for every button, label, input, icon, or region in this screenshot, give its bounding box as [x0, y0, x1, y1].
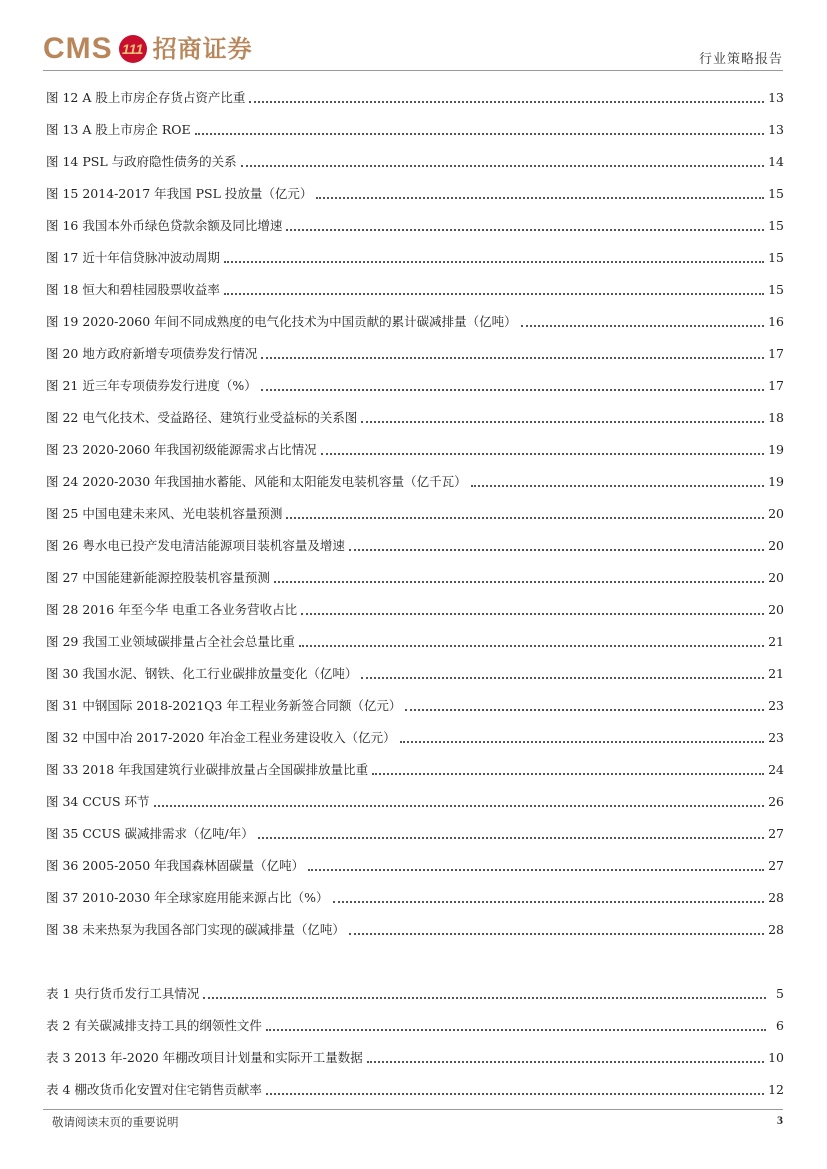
toc-dot-leader [224, 293, 764, 295]
toc-entry-page: 15 [768, 250, 784, 265]
toc-dot-leader [361, 421, 764, 423]
figure-toc-entry[interactable] [46, 856, 784, 876]
table-toc-entry[interactable] [46, 1080, 784, 1100]
figure-toc-entry[interactable] [46, 696, 784, 716]
toc-entry-page: 16 [768, 314, 784, 329]
toc-dot-leader [301, 613, 764, 615]
logo-latin-text: CMS [43, 32, 113, 65]
toc-entry-page: 21 [768, 634, 784, 649]
toc-entry-page: 15 [768, 218, 784, 233]
footer-disclaimer-note: 敬请阅读末页的重要说明 [52, 1115, 179, 1129]
toc-dot-leader [261, 357, 764, 359]
toc-entry-label: 图 15 2014-2017 年我国 PSL 投放量（亿元） [46, 186, 313, 201]
toc-entry-label: 图 12 A 股上市房企存货占资产比重 [46, 90, 246, 105]
toc-entry-page: 13 [768, 122, 784, 137]
toc-entry-label: 表 2 有关碳减排支持工具的纲领性文件 [46, 1018, 262, 1033]
toc-entry-page: 15 [768, 186, 784, 201]
toc-entry-label: 图 28 2016 年至今华 电重工各业务营收占比 [46, 602, 298, 617]
toc-entry-label: 图 25 中国电建未来风、光电装机容量预测 [46, 506, 283, 521]
table-toc-entry[interactable] [46, 1048, 784, 1068]
figure-toc-entry[interactable] [46, 600, 784, 620]
toc-dot-leader [266, 1029, 766, 1031]
toc-entry-label: 图 14 PSL 与政府隐性债务的关系 [46, 154, 237, 169]
toc-entry-page: 26 [768, 794, 784, 809]
toc-entry-page: 18 [768, 410, 784, 425]
footer-divider [43, 1109, 783, 1110]
toc-dot-leader [321, 453, 764, 455]
figure-toc-entry[interactable] [46, 312, 784, 332]
toc-entry-label: 图 37 2010-2030 年全球家庭用能来源占比（%） [46, 890, 329, 905]
figure-toc-entry[interactable] [46, 248, 784, 268]
page-number: 3 [777, 1113, 783, 1127]
toc-entry-page: 13 [768, 90, 784, 105]
toc-entry-label: 图 38 未来热泵为我国各部门实现的碳减排量（亿吨） [46, 922, 345, 937]
toc-entry-page: 27 [768, 826, 784, 841]
toc-dot-leader [349, 933, 764, 935]
toc-entry-page: 14 [768, 154, 784, 169]
figure-toc-entry[interactable] [46, 472, 784, 492]
toc-entry-label: 表 3 2013 年-2020 年棚改项目计划量和实际开工量数据 [46, 1050, 363, 1065]
toc-entry-page: 23 [768, 698, 784, 713]
toc-dot-leader [224, 261, 764, 263]
toc-dot-leader [405, 709, 764, 711]
figure-toc-entry[interactable] [46, 504, 784, 524]
logo-emblem-icon: 111 [119, 35, 147, 63]
toc-dot-leader [333, 901, 765, 903]
toc-entry-page: 23 [768, 730, 784, 745]
toc-dot-leader [471, 485, 764, 487]
toc-entry-page: 20 [768, 538, 784, 553]
toc-entry-page: 28 [768, 922, 784, 937]
company-logo [43, 30, 253, 68]
figure-toc-entry[interactable] [46, 280, 784, 300]
report-type-label: 行业策略报告 [698, 52, 783, 67]
figure-toc-entry[interactable] [46, 408, 784, 428]
toc-dot-leader [372, 773, 764, 775]
toc-dot-leader [349, 549, 764, 551]
toc-dot-leader [195, 133, 764, 135]
figure-toc-entry[interactable] [46, 632, 784, 652]
table-toc-entry[interactable] [46, 984, 784, 1004]
figure-toc-entry[interactable] [46, 728, 784, 748]
toc-entry-page: 6 [776, 1018, 784, 1033]
toc-dot-leader [308, 869, 764, 871]
figure-toc-entry[interactable] [46, 88, 784, 108]
toc-entry-label: 图 17 近十年信贷脉冲波动周期 [46, 250, 220, 265]
toc-entry-page: 19 [768, 442, 784, 457]
toc-entry-label: 图 22 电气化技术、受益路径、建筑行业受益标的关系图 [46, 410, 358, 425]
toc-dot-leader [274, 581, 764, 583]
figure-toc-entry[interactable] [46, 568, 784, 588]
toc-entry-label: 图 19 2020-2060 年间不同成熟度的电气化技术为中国贡献的累计碳减排量（亿吨） [46, 314, 517, 329]
toc-entry-label: 图 36 2005-2050 年我国森林固碳量（亿吨） [46, 858, 305, 873]
toc-entry-label: 图 18 恒大和碧桂园股票收益率 [46, 282, 220, 297]
toc-entry-label: 图 33 2018 年我国建筑行业碳排放量占全国碳排放量比重 [46, 762, 369, 777]
toc-dot-leader [203, 997, 766, 999]
figure-toc-entry[interactable] [46, 152, 784, 172]
toc-entry-page: 20 [768, 602, 784, 617]
page-header [43, 30, 783, 68]
figure-toc-entry[interactable] [46, 376, 784, 396]
toc-dot-leader [249, 101, 764, 103]
toc-entry-label: 图 16 我国本外币绿色贷款余额及同比增速 [46, 218, 283, 233]
toc-dot-leader [266, 1093, 764, 1095]
toc-entry-label: 图 35 CCUS 碳减排需求（亿吨/年） [46, 826, 254, 841]
toc-entry-label: 图 31 中钢国际 2018-2021Q3 年工程业务新签合同额（亿元） [46, 698, 402, 713]
toc-entry-page: 17 [768, 378, 784, 393]
toc-dot-leader [367, 1061, 764, 1063]
toc-dot-leader [258, 837, 764, 839]
figure-toc-entry[interactable] [46, 888, 784, 908]
toc-dot-leader [400, 741, 764, 743]
toc-dot-leader [261, 389, 764, 391]
toc-entry-page: 21 [768, 666, 784, 681]
toc-entry-label: 图 27 中国能建新能源控股装机容量预测 [46, 570, 270, 585]
figure-toc-entry[interactable] [46, 344, 784, 364]
figure-toc-entry[interactable] [46, 920, 784, 940]
toc-entry-page: 10 [768, 1050, 784, 1065]
toc-dot-leader [521, 325, 764, 327]
toc-entry-label: 图 20 地方政府新增专项债券发行情况 [46, 346, 258, 361]
toc-entry-page: 27 [768, 858, 784, 873]
figure-toc-entry[interactable] [46, 216, 784, 236]
figure-toc-entry[interactable] [46, 824, 784, 844]
toc-entry-label: 图 24 2020-2030 年我国抽水蓄能、风能和太阳能发电装机容量（亿千瓦） [46, 474, 467, 489]
figure-toc-entry[interactable] [46, 120, 784, 140]
toc-entry-page: 20 [768, 506, 784, 521]
table-toc-entry[interactable] [46, 1016, 784, 1036]
toc-entry-label: 图 30 我国水泥、钢铁、化工行业碳排放量变化（亿吨） [46, 666, 358, 681]
toc-dot-leader [316, 197, 764, 199]
header-divider [43, 70, 783, 71]
toc-entry-label: 图 32 中国中冶 2017-2020 年冶金工程业务建设收入（亿元） [46, 730, 396, 745]
figure-toc-entry[interactable] [46, 440, 784, 460]
toc-entry-label: 表 4 棚改货币化安置对住宅销售贡献率 [46, 1082, 262, 1097]
figure-toc-entry[interactable] [46, 792, 784, 812]
toc-dot-leader [299, 645, 764, 647]
figure-toc-entry[interactable] [46, 184, 784, 204]
toc-entry-page: 20 [768, 570, 784, 585]
toc-entry-page: 15 [768, 282, 784, 297]
toc-entry-label: 图 21 近三年专项债券发行进度（%） [46, 378, 257, 393]
toc-entry-page: 17 [768, 346, 784, 361]
figure-toc-entry[interactable] [46, 536, 784, 556]
logo-chinese-text: 招商证券 [152, 35, 253, 63]
toc-dot-leader [241, 165, 764, 167]
toc-dot-leader [361, 677, 764, 679]
toc-dot-leader [286, 229, 764, 231]
toc-entry-page: 19 [768, 474, 784, 489]
toc-entry-label: 图 23 2020-2060 年我国初级能源需求占比情况 [46, 442, 317, 457]
toc-entry-page: 12 [768, 1082, 784, 1097]
figure-toc-entry[interactable] [46, 664, 784, 684]
toc-entry-label: 图 13 A 股上市房企 ROE [46, 122, 191, 137]
toc-entry-page: 24 [768, 762, 784, 777]
toc-entry-page: 28 [768, 890, 784, 905]
toc-entry-label: 图 26 粤水电已投产发电清洁能源项目装机容量及增速 [46, 538, 345, 553]
toc-dot-leader [154, 805, 765, 807]
figure-toc-entry[interactable] [46, 760, 784, 780]
toc-dot-leader [286, 517, 764, 519]
toc-entry-label: 图 29 我国工业领域碳排量占全社会总量比重 [46, 634, 295, 649]
toc-entry-page: 5 [776, 986, 784, 1001]
toc-entry-label: 图 34 CCUS 环节 [46, 794, 150, 809]
toc-entry-label: 表 1 央行货币发行工具情况 [46, 986, 200, 1001]
